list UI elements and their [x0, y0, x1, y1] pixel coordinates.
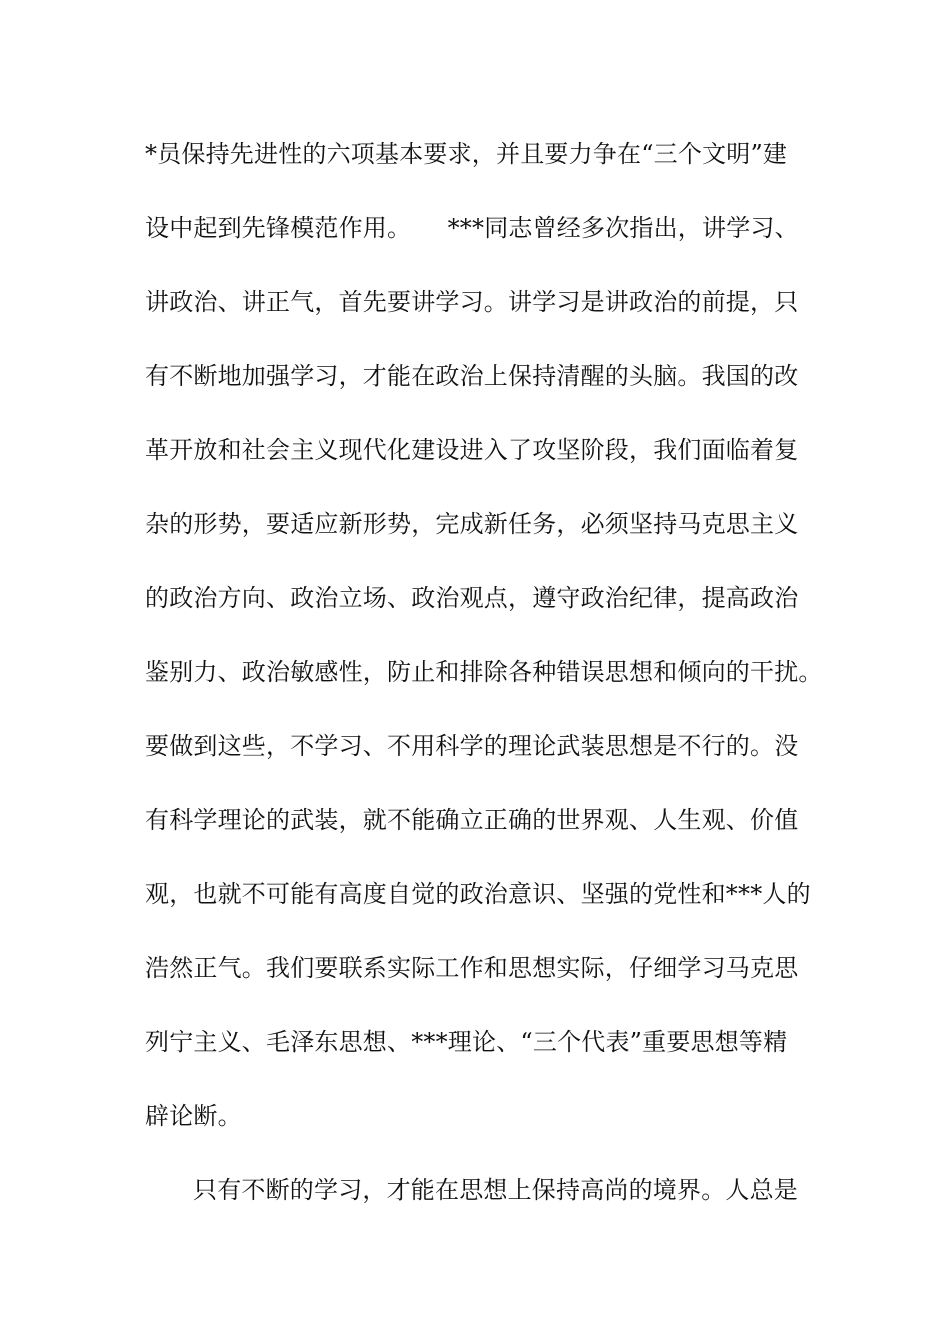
text-line-13: 列宁主义、毛泽东思想、***理论、“三个代表”重要思想等精: [145, 1028, 788, 1056]
text-line-6: 杂的形势，要适应新形势，完成新任务，必须坚持马克思主义: [145, 510, 799, 538]
text-line-14: 辟论断。: [145, 1102, 242, 1130]
text-line-12: 浩然正气。我们要联系实际工作和思想实际，仔细学习马克思: [145, 954, 799, 982]
text-line-3: 讲政治、讲正气，首先要讲学习。讲学习是讲政治的前提，只: [145, 288, 799, 316]
text-line-9: 要做到这些，不学习、不用科学的理论武装思想是不行的。没: [145, 732, 799, 760]
text-line-8: 鉴别力、政治敏感性，防止和排除各种错误思想和倾向的干扰。: [145, 658, 823, 686]
text-line-5: 革开放和社会主义现代化建设进入了攻坚阶段，我们面临着复: [145, 436, 799, 464]
text-line-2: 设中起到先锋模范作用。 ***同志曾经多次指出，讲学习、: [145, 214, 799, 242]
text-line-10: 有科学理论的武装，就不能确立正确的世界观、人生观、价值: [145, 806, 799, 834]
text-line-15-paragraph-start: 只有不断的学习，才能在思想上保持高尚的境界。人总是: [193, 1176, 798, 1204]
text-line-1: *员保持先进性的六项基本要求，并且要力争在“三个文明”建: [145, 140, 788, 168]
text-line-7: 的政治方向、政治立场、政治观点，遵守政治纪律，提高政治: [145, 584, 799, 612]
text-line-4: 有不断地加强学习，才能在政治上保持清醒的头脑。我国的改: [145, 362, 799, 390]
text-line-11: 观，也就不可能有高度自觉的政治意识、坚强的党性和***人的: [145, 880, 811, 908]
body-text: [145, 134, 825, 1244]
